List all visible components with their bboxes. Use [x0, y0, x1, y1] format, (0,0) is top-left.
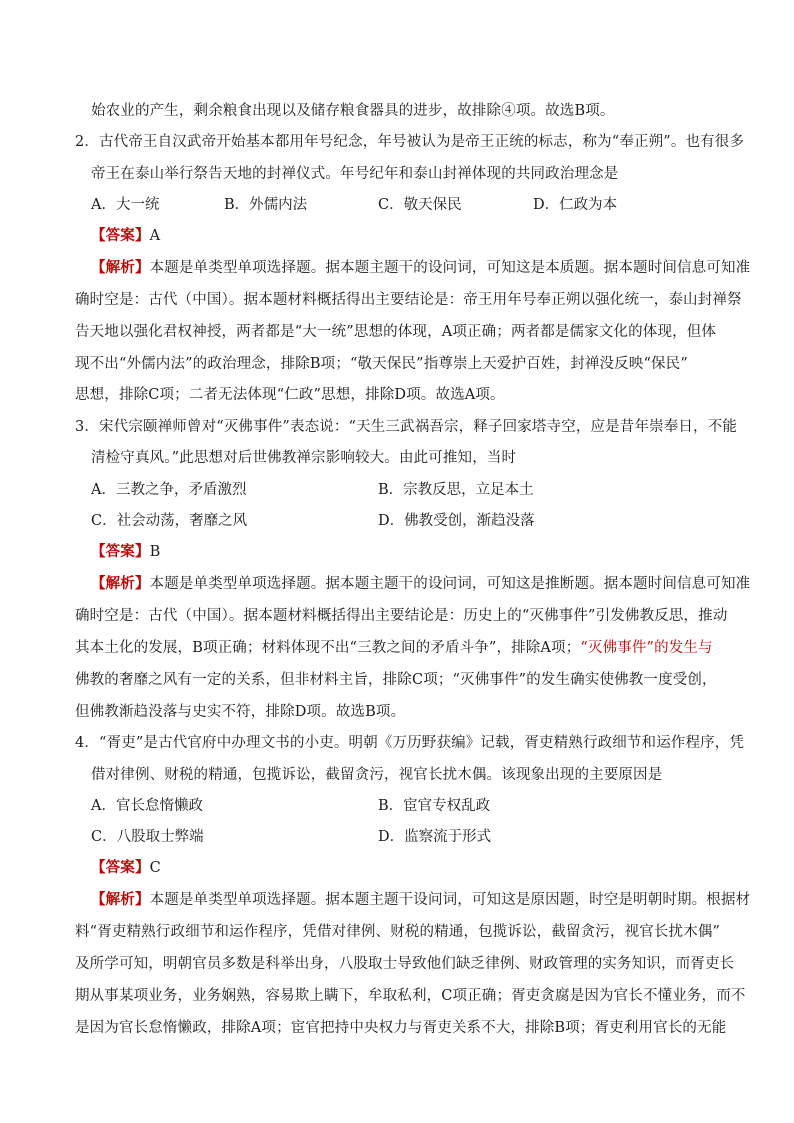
question-3-option-b: B．宗教反思，立足本土: [378, 482, 534, 498]
question-2-option-a: A．大一统: [91, 197, 160, 213]
question-3-option-a: A．三教之争，矛盾激烈: [91, 482, 247, 498]
question-4-stem-line-1: 4．“胥吏”是古代官府中办理文书的小吏。明朝《万历野获编》记载，胥吏精熟行政细节和运作程序，凭: [75, 735, 745, 751]
question-3-stem-line-2: 清检守真风。”此思想对后世佛教禅宗影响较大。由此可推知，当时: [91, 450, 517, 466]
answer-value: B: [149, 544, 161, 560]
analysis-tag: 【解析】: [91, 891, 150, 908]
answer-tag: 【答案】: [91, 859, 150, 876]
question-3-option-d: D．佛教受创，渐趋没落: [378, 513, 535, 529]
question-2-stem-line-1: 2．古代帝王自汉武帝开始基本都用年号纪念，年号被认为是帝王正统的标志，称为“奉正朔”。也有很多: [75, 134, 745, 150]
question-2-analysis-line-3: 告天地以强化君权神授，两者都是“大一统”思想的体现，A项正确；两者都是儒家文化的体现，但体: [75, 324, 717, 340]
answer-tag: 【答案】: [91, 227, 150, 244]
question-2-analysis-line-1: 【解析】本题是单类型单项选择题。据本题主题干的设问词，可知这是本质题。据本题时间信息可知准: [91, 259, 751, 276]
intro-line: 始农业的产生，剩余粮食出现以及储存粮食器具的进步，故排除④项。故选B项。: [91, 103, 615, 119]
question-4-analysis-line-5: 是因为官长怠惰懒政，排除A项；宦官把持中央权力与胥吏关系不大，排除B项；胥吏利用官长的无能: [75, 1020, 727, 1036]
question-4-analysis-line-1: 【解析】本题是单类型单项选择题。据本题主题干设问词，可知这是原因题，时空是明朝时期。根据材: [91, 891, 751, 908]
question-2-answer: [91, 226, 160, 246]
question-4-option-d: D．监察流于形式: [378, 829, 492, 845]
question-2-option-b: B．外儒内法: [224, 197, 308, 213]
answer-tag: 【答案】: [91, 543, 150, 560]
question-2-analysis-line-2: 确时空是：古代（中国）。据本题材料概括得出主要结论是：帝王用年号奉正朔以强化统一，泰山封禅祭: [75, 292, 742, 308]
question-3-analysis-line-2: 确时空是：古代（中国）。据本题材料概括得出主要结论是：历史上的“灭佛事件”引发佛教反思，推动: [75, 608, 728, 624]
question-4-stem-line-2: 借对律例、财税的精通，包揽诉讼，截留贪污，视官长扰木偶。该现象出现的主要原因是: [91, 767, 663, 783]
question-3-analysis-line-1: 【解析】本题是单类型单项选择题。据本题主题干的设问词，可知这是推断题。据本题时间信息可知准: [91, 575, 751, 592]
question-2-analysis-line-4: 现不出“外儒内法”的政治理念，排除B项；“敬天保民”指尊崇上天爱护百姓，封禅没反映“保民”: [75, 356, 688, 372]
question-2-option-d: D．仁政为本: [533, 197, 618, 213]
question-4-analysis-line-2: 料“胥吏精熟行政细节和运作程序，凭借对律例、财税的精通，包揽诉讼，截留贪污，视官长扰木偶”: [75, 924, 721, 940]
question-2-analysis-line-5: 思想，排除C项；二者无法体现“仁政”思想，排除D项。故选A项。: [75, 387, 505, 403]
question-3-analysis-line-4: 佛教的奢靡之风有一定的关系，但非材料主旨，排除C项；“灭佛事件”的发生确实使佛教一度受创，: [75, 672, 717, 688]
question-3-answer: [91, 542, 160, 562]
question-4-option-c: C．八股取士弊端: [91, 829, 204, 845]
question-4-answer: [91, 858, 161, 878]
analysis-tag: 【解析】: [91, 259, 150, 276]
question-4-option-a: A．官长怠惰懒政: [91, 798, 203, 814]
analysis-tag: 【解析】: [91, 575, 150, 592]
question-4-option-b: B．宦官专权乱政: [378, 798, 491, 814]
question-3-analysis-line-3: 其本土化的发展，B项正确；材料体现不出“三教之间的矛盾斗争”，排除A项；“灭佛事件”的发生与: [75, 640, 713, 656]
highlighted-text: “灭佛事件”的发生与: [580, 640, 713, 656]
question-2-option-c: C．敬天保民: [378, 197, 462, 213]
question-3-stem-line-1: 3．宋代宗颐禅师曾对“灭佛事件”表态说：“天生三武祸吾宗，释子回家塔寺空，应是昔年崇奉日，不能: [75, 419, 738, 435]
question-4-analysis-line-3: 及所学可知，明朝官员多数是科举出身，八股取士导致他们缺乏律例、财政管理的实务知识，而胥吏长: [75, 956, 735, 972]
question-3-analysis-line-5: 但佛教渐趋没落与史实不符，排除D项。故选B项。: [75, 704, 406, 720]
question-2-stem-line-2: 帝王在泰山举行祭告天地的封禅仪式。年号纪年和泰山封禅体现的共同政治理念是: [91, 166, 619, 182]
question-3-option-c: C．社会动荡，奢靡之风: [91, 513, 248, 529]
answer-value: A: [149, 228, 161, 244]
answer-value: C: [149, 860, 161, 876]
question-4-analysis-line-4: 期从事某项业务，业务娴熟，容易欺上瞒下，牟取私利，C项正确；胥吏贪腐是因为官长不懂业务，而不: [75, 988, 746, 1004]
